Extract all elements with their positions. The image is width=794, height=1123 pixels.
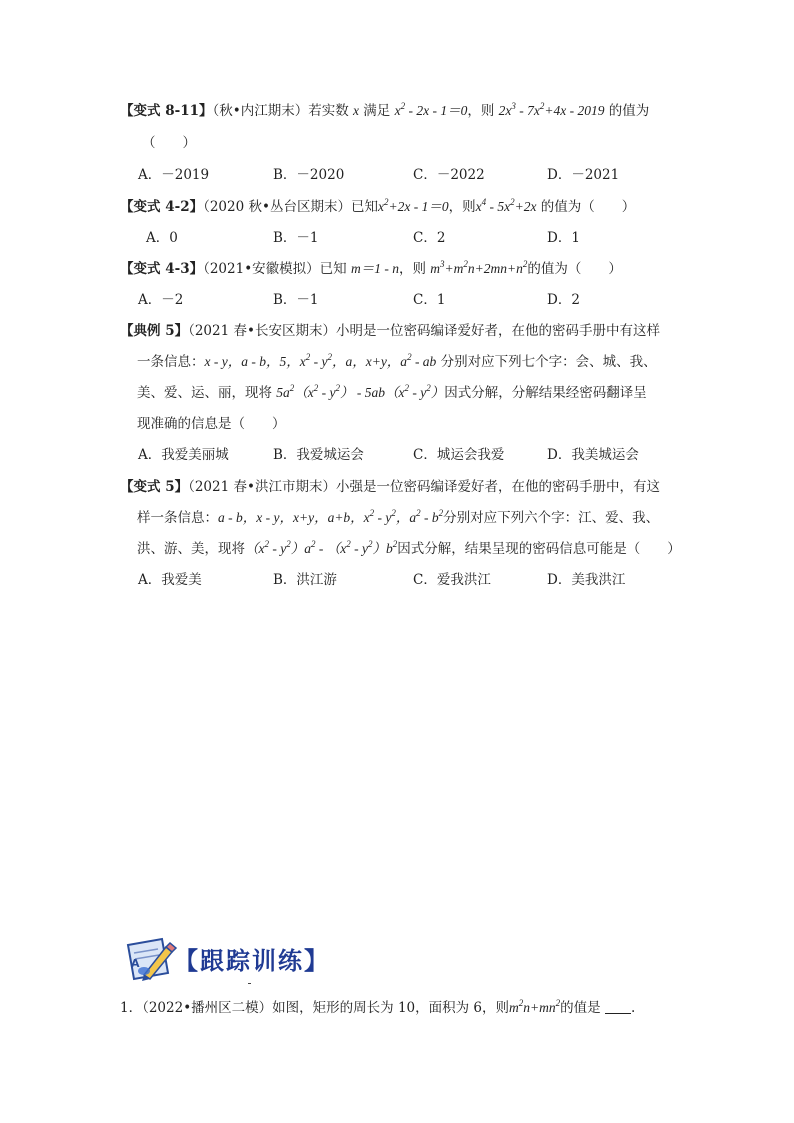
- v5-line2: [137, 508, 659, 528]
- q4-3-source: （2021•安徽模拟）: [203, 261, 320, 277]
- option-c[interactable]: C．1: [413, 292, 446, 308]
- q4-2-text: 已知: [350, 199, 378, 215]
- q4-3-text: ，则: [398, 261, 426, 277]
- p1-text: .: [630, 1000, 636, 1016]
- option-d[interactable]: D．美我洪江: [547, 572, 626, 588]
- v5-text: 样一条信息：: [137, 510, 218, 526]
- q4-2-line1: [120, 197, 635, 217]
- math-expr: $x^4 - 5x^2+2x$: [475, 197, 537, 214]
- ex5-line4: 现准确的信息是（ ）: [137, 416, 286, 432]
- v5-text: 分别对应下列六个字：江、爱、我、: [443, 510, 660, 526]
- math-expr: $m^3+m^2n+2mn+n^2$: [430, 259, 528, 276]
- math-x: x: [353, 103, 359, 118]
- option-d[interactable]: D．－2021: [547, 167, 620, 183]
- ex5-text: 分别对应下列七个字：会、城、我、: [440, 354, 657, 370]
- v5-tag: 【变式 5】: [120, 479, 189, 495]
- v5-text: 洪、游、美，现将: [137, 541, 245, 557]
- v5-line3: [137, 539, 681, 559]
- math-expr: x - y，a - b，5，$x^2 - y^2$，a，x+y，$a^2$ - ab: [204, 352, 437, 369]
- math-expr: a - b，x - y，x+y，a+b，$x^2 - y^2$，$a^2 - b^2$: [218, 508, 444, 525]
- q8-11-text: 的值为: [608, 103, 650, 119]
- p1-text: 如图，矩形的周长为 10，面积为 6，则: [272, 1000, 510, 1016]
- p1-line1: [120, 998, 635, 1018]
- p1-number: 1．: [120, 1000, 143, 1016]
- q4-3-text: 的值为（ ）: [527, 261, 622, 277]
- option-b[interactable]: B．－1: [273, 230, 319, 246]
- p1-source: （2022•播州区二模）: [142, 1000, 273, 1016]
- option-c[interactable]: C．爱我洪江: [413, 572, 491, 588]
- ex5-text: 一条信息：: [137, 354, 205, 370]
- option-c[interactable]: C．2: [413, 230, 446, 246]
- ex5-text: 美、爱、运、丽，现将: [137, 385, 272, 401]
- v5-text: 小强是一位密码编译爱好者，在他的密码手册中，有这: [335, 479, 660, 495]
- math-expr: $5a^2(x^2 - y^2) - 5ab(x^2 - y^2)$: [276, 383, 445, 400]
- ex5-line2: [137, 352, 657, 372]
- svg-text:A: A: [131, 957, 140, 970]
- math-expr: $(x^2 - y^2)a^2 - (x^2 - y^2)b^2$: [245, 539, 398, 556]
- divider-mark: [248, 983, 251, 984]
- option-a[interactable]: A．我爱美: [138, 572, 202, 588]
- ex5-line1: [120, 321, 660, 341]
- math-expr: m＝1 - n: [350, 261, 399, 276]
- p1-text: 的值是: [560, 1000, 601, 1016]
- math-expr: $x^2 - 2x - 1=0$: [394, 101, 468, 118]
- pencil-paper-icon: [122, 935, 178, 981]
- math-expr: $2x^3 - 7x^2+4x - 2019$: [498, 101, 605, 118]
- q4-2-text: ，则: [448, 199, 476, 215]
- v5-line1: [120, 477, 660, 497]
- option-a[interactable]: A．我爱美丽城: [138, 447, 229, 463]
- ex5-line3: [137, 383, 647, 403]
- section-title: 【跟踪训练】: [174, 947, 330, 975]
- option-d[interactable]: D．我美城运会: [547, 447, 639, 463]
- math-expr: $x^2+2x - 1=0$: [377, 197, 449, 214]
- q4-2-source: （2020 秋•丛台区期末）: [203, 199, 351, 215]
- option-c[interactable]: C．城运会我爱: [413, 447, 505, 463]
- q8-11-paren: （ ）: [142, 135, 196, 151]
- option-b[interactable]: B．洪江游: [273, 572, 337, 588]
- q8-11-text: 若实数: [308, 103, 349, 119]
- q4-2-tag: 【变式 4-2】: [120, 199, 204, 215]
- option-a[interactable]: A．－2019: [138, 167, 210, 183]
- q8-11-line1: [120, 101, 649, 121]
- q4-3-line1: [120, 259, 622, 279]
- ex5-text: 小明是一位密码编译爱好者，在他的密码手册中有这样: [335, 323, 660, 339]
- option-b[interactable]: B．我爱城运会: [273, 447, 364, 463]
- option-d[interactable]: D．1: [547, 230, 580, 246]
- ex5-tag: 【典例 5】: [120, 323, 189, 339]
- math-expr: $m^2n+mn^2$: [509, 998, 561, 1015]
- q8-11-text: ，则: [467, 103, 495, 119]
- v5-text: 因式分解，结果呈现的密码信息可能是（ ）: [397, 541, 681, 557]
- q8-11-tag: 【变式 8-11】: [120, 103, 213, 119]
- q4-2-text: 的值为（ ）: [540, 199, 636, 215]
- option-b[interactable]: B．－2020: [273, 167, 345, 183]
- option-a[interactable]: A．－2: [138, 292, 184, 308]
- ex5-source: （2021 春•长安区期末）: [188, 323, 336, 339]
- q4-3-tag: 【变式 4-3】: [120, 261, 204, 277]
- q4-3-text: 已知: [319, 261, 347, 277]
- section-banner: [122, 935, 342, 981]
- q8-11-text: 满足: [363, 103, 391, 119]
- answer-blank[interactable]: [605, 1001, 631, 1014]
- q8-11-source: （秋•内江期末）: [212, 103, 309, 119]
- option-a[interactable]: A．0: [146, 230, 178, 246]
- v5-source: （2021 春•洪江市期末）: [188, 479, 336, 495]
- option-b[interactable]: B．－1: [273, 292, 319, 308]
- ex5-text: 因式分解，分解结果经密码翻译呈: [444, 385, 647, 401]
- option-c[interactable]: C．－2022: [413, 167, 485, 183]
- option-d[interactable]: D．2: [547, 292, 580, 308]
